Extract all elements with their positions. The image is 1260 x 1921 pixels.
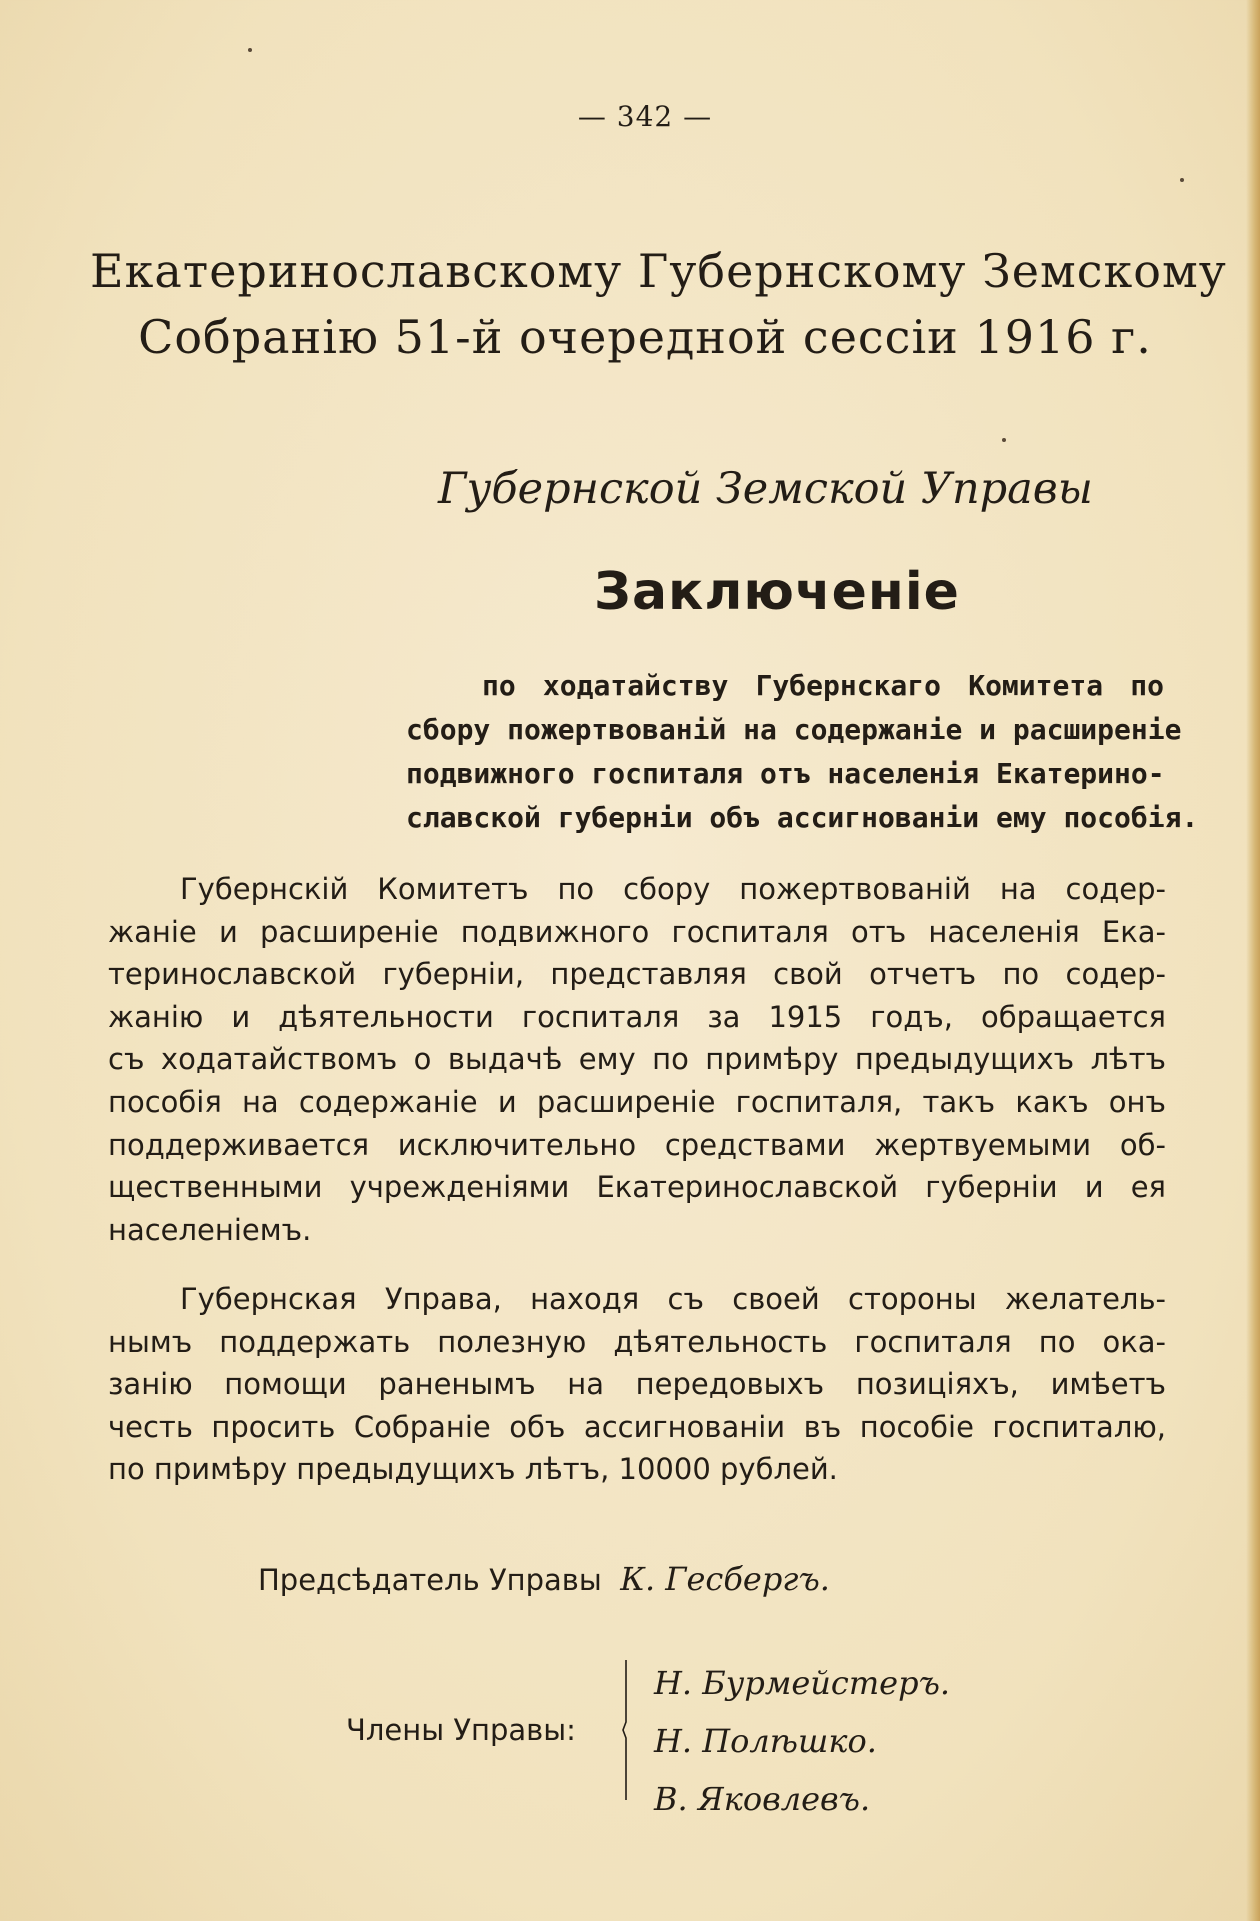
- organization-title: Губернской Земской Управы: [438, 464, 1093, 514]
- paragraph-line: Губернская Управа, находя съ своей стороны желатель-: [180, 1282, 1166, 1316]
- chairman-signature: К. Гесбергъ.: [620, 1560, 830, 1598]
- addressee-line: Собранію 51-й очередной сессіи 1916 г.: [138, 310, 1152, 364]
- members-label: Члены Управы:: [346, 1713, 576, 1747]
- paragraph-line: съ ходатайствомъ о выдачѣ ему по примѣру предыдущихъ лѣтъ: [108, 1042, 1166, 1077]
- addressee-line: Екатеринославскому Губернскому Земскому: [90, 244, 1227, 298]
- paragraph-line: нымъ поддержать полезную дѣятельность госпиталя по ока-: [108, 1324, 1166, 1359]
- member-name: В. Яковлевъ.: [654, 1780, 871, 1818]
- member-name: Н. Бурмейстеръ.: [654, 1664, 951, 1702]
- chairman-line: [258, 1560, 830, 1598]
- paragraph-line: занію помощи раненымъ на передовыхъ позиціяхъ, имѣетъ: [108, 1367, 1166, 1402]
- document-heading: Заключеніе: [594, 562, 960, 622]
- paragraph-line: теринославской губерніи, представляя свой отчетъ по содер-: [108, 957, 1166, 992]
- paragraph-line: по примѣру предыдущихъ лѣтъ, 10000 рублей.: [108, 1452, 838, 1487]
- paragraph-line: населеніемъ.: [108, 1212, 312, 1247]
- paragraph-line: жаніе и расширеніе подвижного госпиталя отъ населенія Ека-: [108, 914, 1166, 949]
- paragraph-2: [108, 1278, 1166, 1491]
- paragraph-line: честь просить Собраніе объ ассигнованіи въ пособіе госпиталю,: [108, 1409, 1166, 1444]
- members-brace: [622, 1660, 628, 1800]
- paragraph-line: Губернскій Комитетъ по сбору пожертвованій на содер-: [180, 872, 1166, 906]
- subject-line: сбору пожертвованій на содержаніе и расширеніе: [406, 713, 1182, 746]
- paragraph-line: щественными учрежденіями Екатеринославской губерніи и ея: [108, 1170, 1166, 1205]
- subject-line: славской губерніи объ ассигнованіи ему пособія.: [406, 801, 1199, 834]
- subject-line: подвижного госпиталя отъ населенія Екатерино-: [406, 757, 1165, 790]
- paragraph-line: пособія на содержаніе и расширеніе госпиталя, такъ какъ онъ: [108, 1084, 1166, 1119]
- page-number: — 342 —: [577, 100, 713, 133]
- paper-speck: [248, 48, 252, 52]
- subject-block: [406, 664, 1199, 840]
- addressee: [90, 238, 1227, 370]
- paper-speck: [1180, 178, 1184, 182]
- paragraph-line: жанію и дѣятельности госпиталя за 1915 годъ, обращается: [108, 999, 1166, 1034]
- member-name: Н. Полѣшко.: [654, 1722, 877, 1760]
- paper-speck: [1002, 438, 1006, 442]
- members-list: [654, 1654, 950, 1828]
- page-edge: [1246, 0, 1260, 1921]
- paragraph-line: поддерживается исключительно средствами жертвуемыми об-: [108, 1127, 1166, 1162]
- chairman-label: Предсѣдатель Управы: [258, 1563, 602, 1597]
- paragraph-1: [108, 868, 1166, 1251]
- subject-line: по ходатайству Губернскаго Комитета по: [482, 669, 1164, 702]
